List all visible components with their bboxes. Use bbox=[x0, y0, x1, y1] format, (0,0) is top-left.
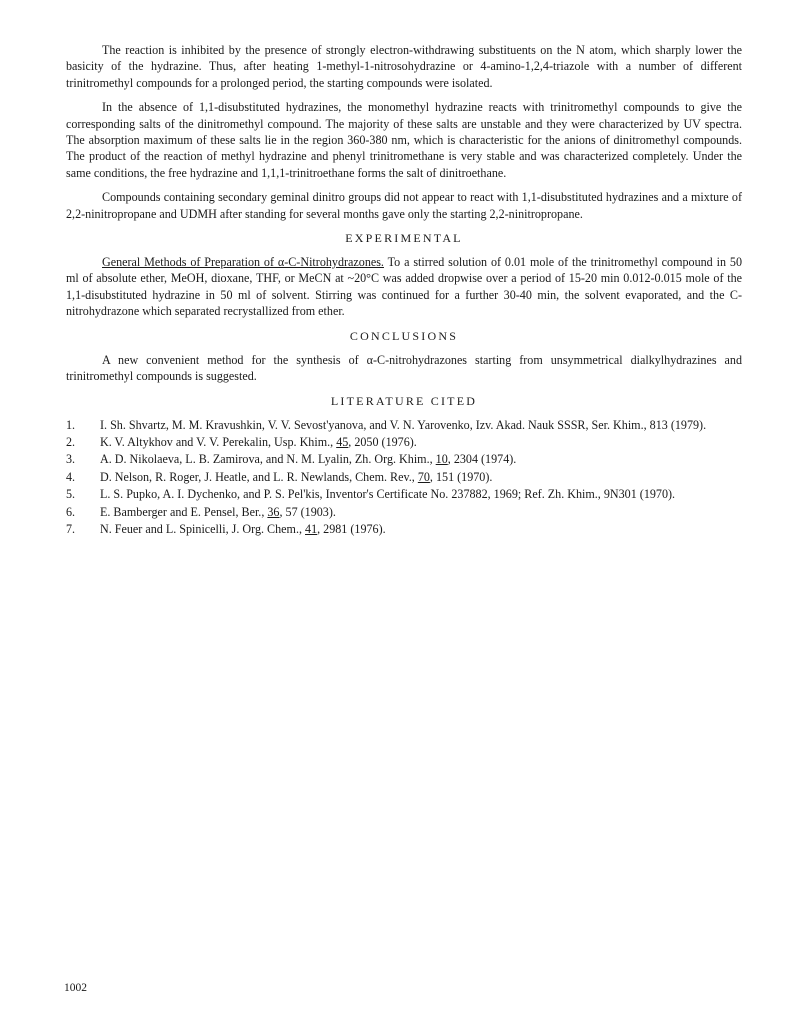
reference-text: L. S. Pupko, A. I. Dychenko, and P. S. Pel'kis, Inventor's Certificate No. 237882, 1969; Ref. Zh. Khim., 9N301 (1970). bbox=[100, 487, 676, 502]
reference-text: K. V. Altykhov and V. V. Perekalin, Usp. Khim., bbox=[100, 434, 337, 449]
reference-text: A. D. Nikolaeva, L. B. Zamirova, and N. M. Lyalin, Zh. Org. Khim., bbox=[100, 452, 436, 467]
reference-number: 5. bbox=[66, 487, 76, 502]
reference-number: 4. bbox=[66, 469, 76, 484]
experimental-lead: General Methods of Preparation of α-C-Nitrohydrazones. bbox=[102, 255, 384, 270]
reference-list bbox=[66, 417, 742, 538]
reference-item bbox=[66, 417, 742, 433]
reference-volume: 10 bbox=[435, 452, 448, 467]
reference-number: 1. bbox=[66, 417, 76, 432]
body-paragraph: In the absence of 1,1-disubstituted hydrazines, the monomethyl hydrazine reacts with trinitromethyl compounds to give the corresponding salts of the dinitromethyl compound. The majority of these salts are unstable and they were characterized by UV spectra. The absorption maximum of these salts lie in the region 360-380 nm, which is characteristic for the anions of dinitromethyl compounds. The product of the reaction of methyl hydrazine and phenyl trinitromethane is very stable and was characterized completely. Under the same conditions, the free hydrazine and 1,1,1-trinitroethane forms the salt of dinitroethane. bbox=[66, 100, 742, 180]
reference-item bbox=[66, 451, 742, 467]
reference-item bbox=[66, 469, 742, 485]
reference-tail: , 2050 (1976). bbox=[348, 434, 417, 449]
literature-heading: LITERATURE CITED bbox=[330, 393, 478, 408]
reference-item bbox=[66, 434, 742, 450]
reference-tail: , 57 (1903). bbox=[279, 504, 336, 519]
reference-text: I. Sh. Shvartz, M. M. Kravushkin, V. V. Sevost'yanova, and V. N. Yarovenko, Izv. Akad. Nauk SSSR, Ser. Khim., 813 (1979). bbox=[100, 417, 707, 432]
conclusions-paragraph: A new convenient method for the synthesis of α-C-nitrohydrazones starting from unsymmetrical dialkylhydrazines and trinitromethyl compounds is suggested. bbox=[66, 352, 742, 384]
page-number: 1002 bbox=[64, 982, 87, 994]
conclusions-heading: CONCLUSIONS bbox=[349, 328, 459, 343]
reference-item bbox=[66, 521, 742, 537]
reference-volume: 70 bbox=[417, 469, 430, 484]
page-body bbox=[66, 42, 742, 538]
reference-volume: 45 bbox=[336, 434, 349, 449]
reference-text: E. Bamberger and E. Pensel, Ber., bbox=[100, 504, 268, 519]
reference-tail: , 2304 (1974). bbox=[447, 452, 517, 467]
experimental-paragraph bbox=[66, 254, 742, 320]
experimental-heading: EXPERIMENTAL bbox=[345, 231, 463, 246]
reference-text: N. Feuer and L. Spinicelli, J. Org. Chem., bbox=[100, 521, 306, 536]
reference-volume: 36 bbox=[267, 504, 280, 519]
reference-tail: , 2981 (1976). bbox=[317, 521, 386, 536]
reference-item bbox=[66, 504, 742, 520]
reference-text: D. Nelson, R. Roger, J. Heatle, and L. R. Newlands, Chem. Rev., bbox=[100, 469, 418, 484]
body-paragraph: The reaction is inhibited by the presence of strongly electron-withdrawing substituents on the N atom, which sharply lower the basicity of the hydrazine. Thus, after heating 1-methyl-1-nitrosohydrazine or 4-amino-1,2,4-triazole with a number of different trinitromethyl compounds for a prolonged period, the starting compounds were isolated. bbox=[66, 43, 742, 90]
reference-number: 3. bbox=[66, 452, 76, 467]
reference-volume: 41 bbox=[305, 521, 318, 536]
reference-tail: , 151 (1970). bbox=[429, 469, 493, 484]
reference-item bbox=[66, 486, 742, 502]
experimental-text: To a stirred solution of 0.01 mole of the trinitromethyl compound in 50 ml of absolute ether, MeOH, dioxane, THF, or MeCN at ~20°C was added dropwise over a period of 15-20 min 0.012-0.015 mole of the 1,1-disubstituted hydrazine in 50 ml of solvent. Stirring was continued for a further 30-40 min, the solvent evaporated, and the C-nitrohydrazone which separated recrystallized from ether. bbox=[66, 255, 742, 319]
body-paragraph: Compounds containing secondary geminal dinitro groups did not appear to react with 1,1-disubstituted hydrazines and a mixture of 2,2-ninitropropane and UDMH after standing for several months gave only the starting 2,2-ninitropropane. bbox=[66, 190, 742, 221]
reference-number: 6. bbox=[66, 504, 76, 519]
reference-number: 2. bbox=[66, 434, 76, 449]
reference-number: 7. bbox=[66, 521, 76, 536]
